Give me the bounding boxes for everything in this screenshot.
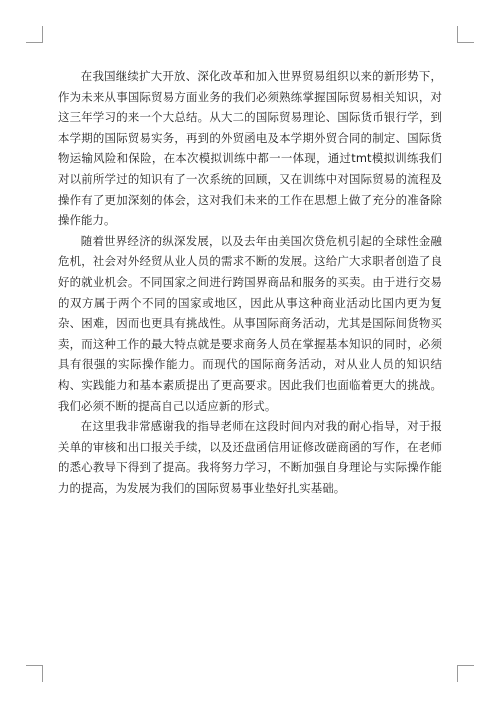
paragraph-1: 在我国继续扩大开放、深化改革和加入世界贸易组织以来的新形势下，作为未来从事国际贸易方面业务的我们必须熟练掌握国际贸易相关知识，对这三年学习的来一个大总结。从大二的国际贸易理论、国际货币银行学，到本学期的国际贸易实务，再到的外贸函电及本学期外贸合同的制定、国际货物运输风险和保险，在本次模拟训练中都一一体现，通过tmt模拟训练我们对以前所学过的知识有了一次系统的回顾，又在训练中对国际贸易的流程及操作有了更加深刻的体会，这对我们未来的工作在思想上做了充分的准备除操作能力。 — [58, 69, 442, 228]
paragraph-3: 在这里我非常感谢我的指导老师在这段时间内对我的耐心指导，对于报关单的审核和出口报关手续，以及还盘函信用证修改磋商函的写作，在老师的悉心教导下得到了提高。我将努力学习，不断加强自身理论与实际操作能力的提高，为发展为我们的国际贸易事业垫好扎实基础。 — [58, 419, 442, 495]
crop-mark-bottom-right — [457, 665, 474, 682]
crop-mark-top-right — [457, 26, 474, 43]
paragraph-2: 随着世界经济的纵深发展，以及去年由美国次贷危机引起的全球性金融危机，社会对外经贸从业人员的需求不断的发展。这给广大求职者创造了良好的就业机会。不同国家之间进行跨国界商品和服务的买卖。由于进行交易的双方属于两个不同的国家或地区，因此从事这种商业活动比国内更为复杂、困难，因而也更具有挑战性。从事国际商务活动，尤其是国际间货物买卖，而这种工作的最大特点就是要求商务人员在掌握基本知识的同时，必须具有很强的实际操作能力。而现代的国际商务活动，对从业人员的知识结构、实践能力和基本素质提出了更高要求。因此我们也面临着更大的挑战。我们必须不断的提高自己以适应新的形式。 — [58, 233, 442, 413]
crop-mark-bottom-left — [26, 665, 43, 682]
crop-mark-top-left — [26, 26, 43, 43]
document-body — [58, 66, 442, 498]
